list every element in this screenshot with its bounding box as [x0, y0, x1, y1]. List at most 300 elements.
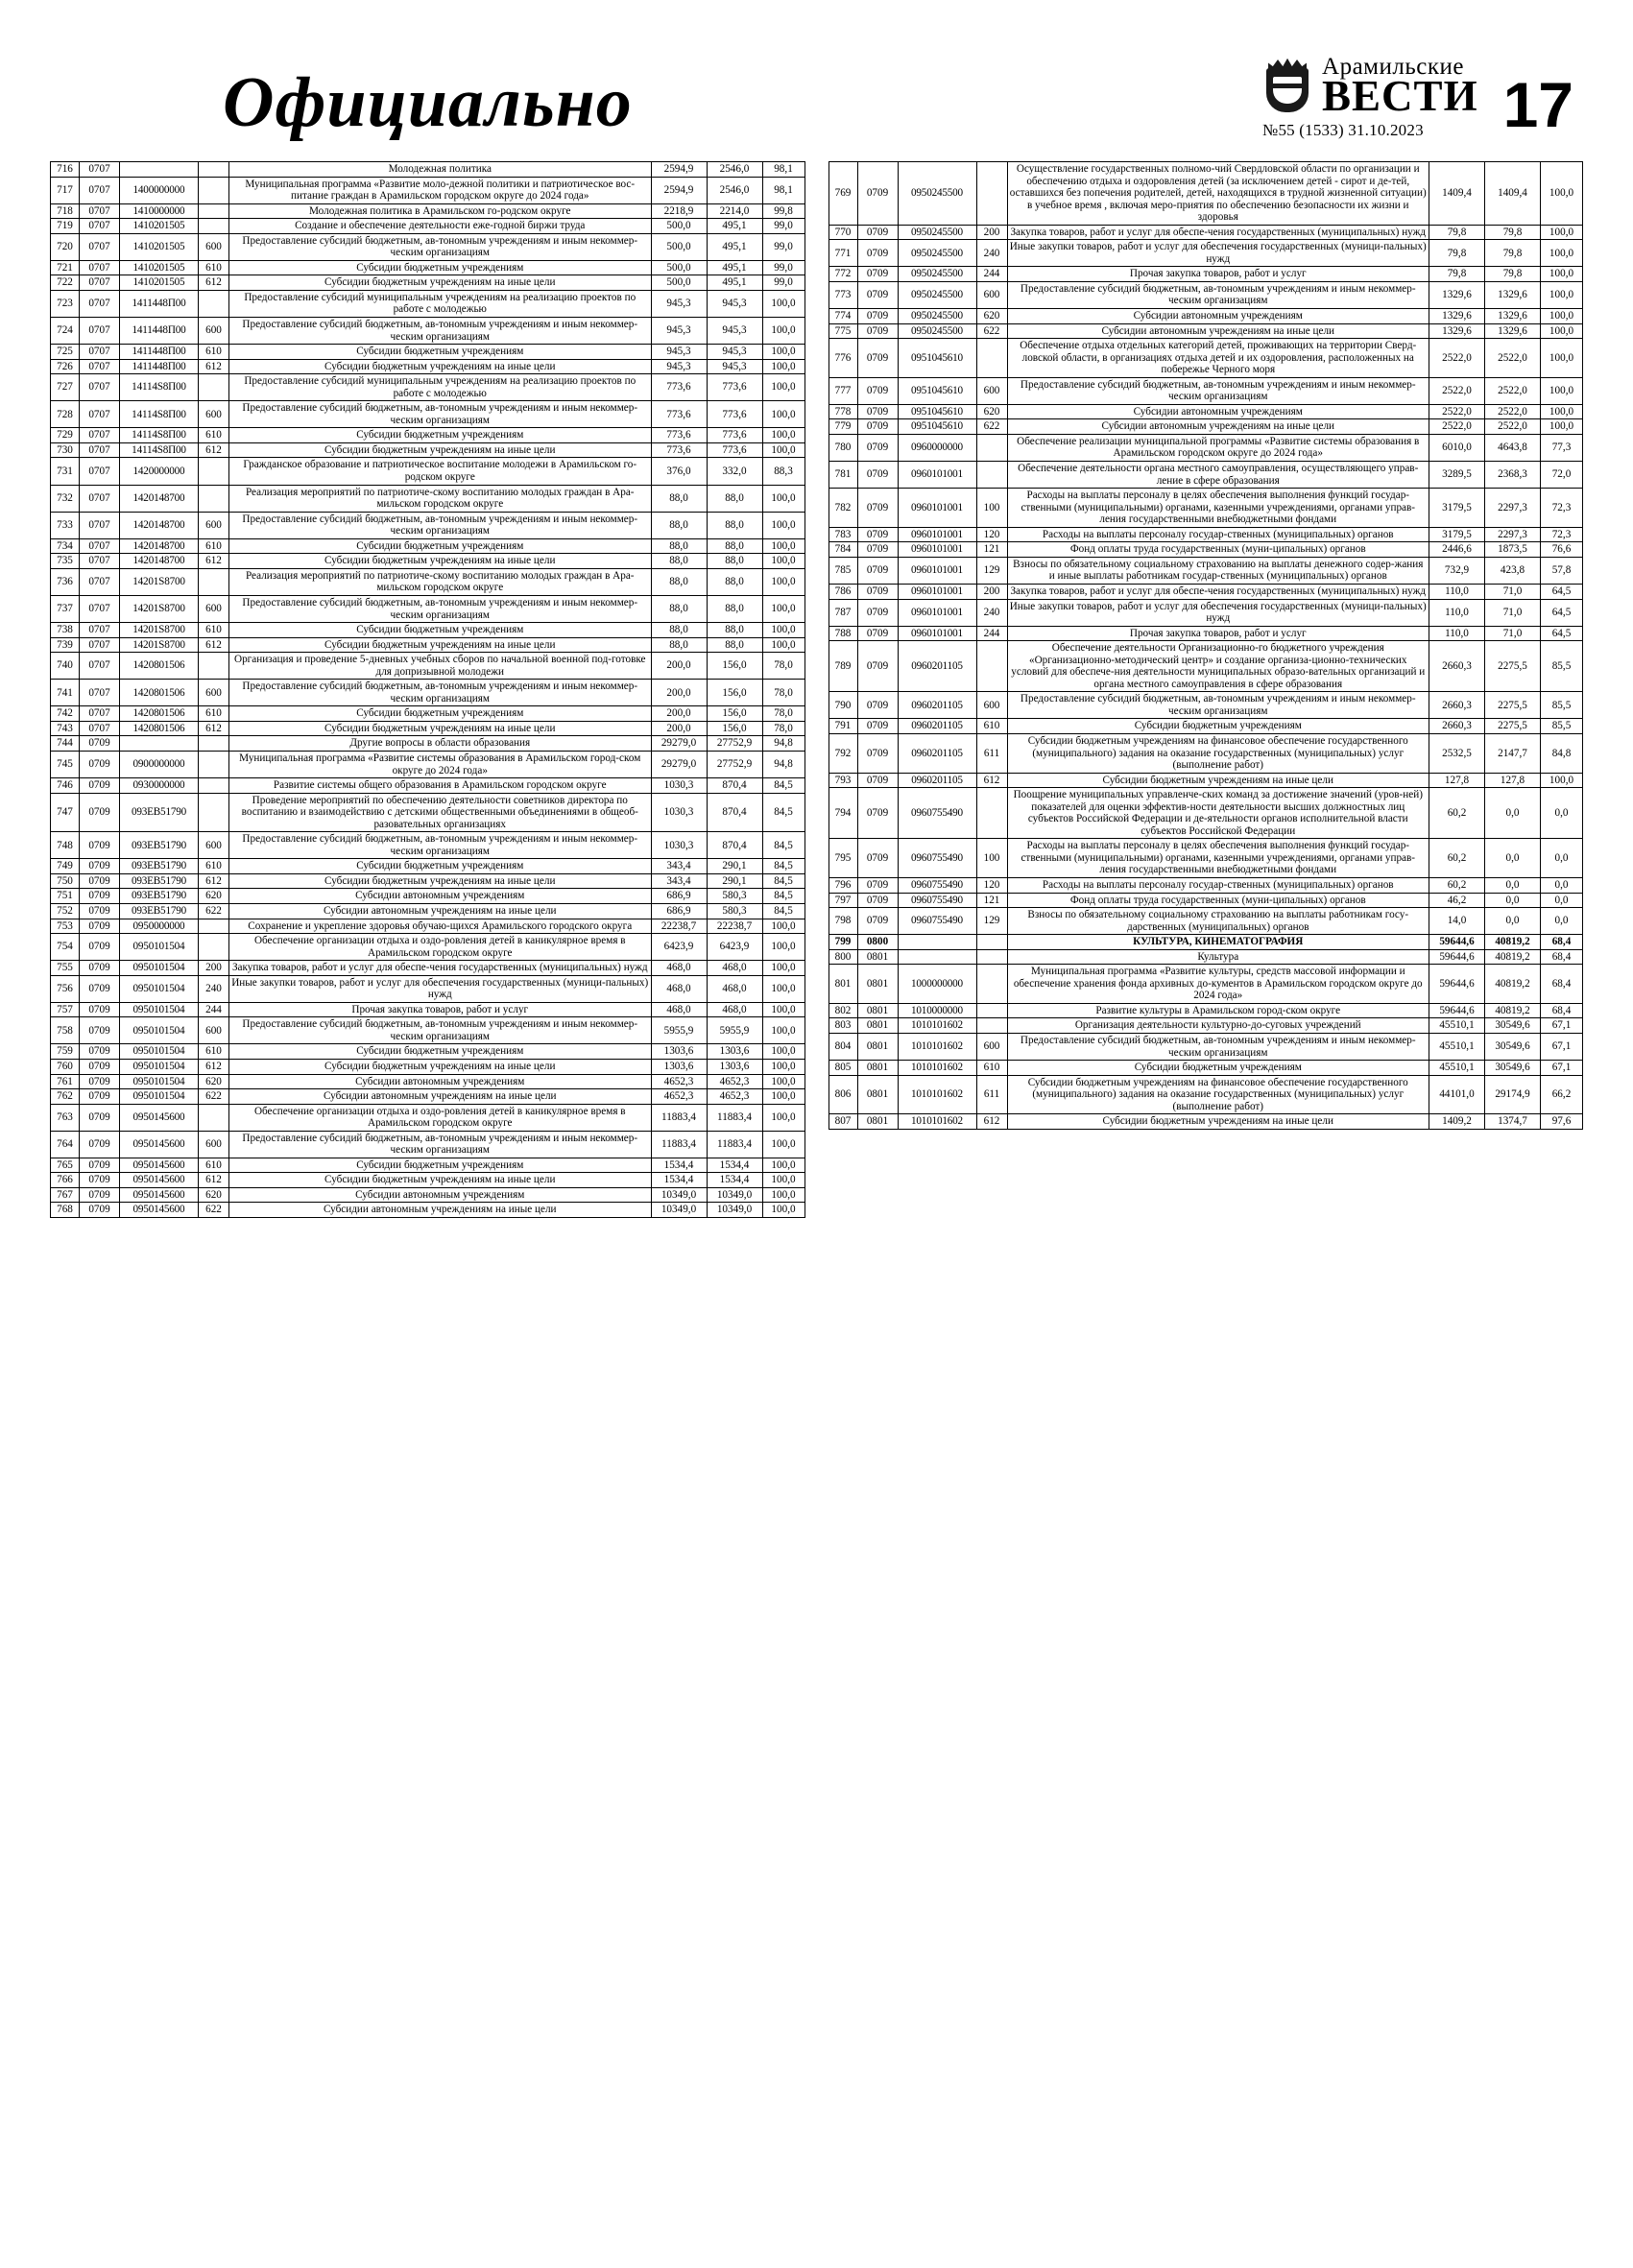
masthead-right — [1262, 53, 1573, 145]
table-row — [829, 404, 1583, 419]
expense-type-code: 622 — [976, 323, 1007, 339]
row-name: Предоставление субсидий бюджетным, ав-тономным учреждениям и иным некоммер-ческим организациям — [229, 680, 652, 706]
row-number: 804 — [829, 1034, 857, 1061]
plan-value: 1329,6 — [1429, 309, 1485, 324]
target-code: 0950245500 — [898, 162, 976, 226]
plan-value: 2594,9 — [651, 162, 707, 178]
percent-value: 99,0 — [762, 233, 804, 260]
table-row — [51, 751, 805, 777]
fact-value: 495,1 — [707, 275, 762, 291]
section-code: 0709 — [857, 281, 898, 308]
row-name: Молодежная политика — [229, 162, 652, 178]
row-name: Обеспечение отдыха отдельных категорий детей, проживающих на территории Сверд-ловской области, в организациях отдыха детей и их оздоровления, расположенных на побережье Черного моря — [1007, 339, 1429, 378]
row-number: 747 — [51, 793, 80, 832]
target-code: 1010101602 — [898, 1018, 976, 1034]
section-code: 0709 — [80, 1017, 120, 1044]
percent-value: 100,0 — [762, 512, 804, 538]
plan-value: 1534,4 — [651, 1173, 707, 1188]
row-name: Субсидии автономным учреждениям — [229, 1074, 652, 1089]
expense-type-code: 600 — [199, 832, 229, 859]
target-code: 1420148700 — [120, 485, 199, 512]
section-code: 0707 — [80, 345, 120, 360]
percent-value: 100,0 — [762, 1089, 804, 1105]
row-name: Субсидии бюджетным учреждениям на иные цели — [229, 1173, 652, 1188]
table-row — [829, 419, 1583, 435]
target-code: 0950145600 — [120, 1131, 199, 1158]
target-code: 1420148700 — [120, 554, 199, 569]
fact-value: 468,0 — [707, 975, 762, 1002]
row-name: Субсидии бюджетным учреждениям на иные цели — [1007, 773, 1429, 788]
fact-value: 290,1 — [707, 873, 762, 889]
table-row — [51, 538, 805, 554]
section-code: 0709 — [80, 1104, 120, 1131]
row-name: Создание и обеспечение деятельности еже-годной биржи труда — [229, 219, 652, 234]
expense-type-code — [199, 374, 229, 401]
row-name: Фонд оплаты труда государственных (муни-ципальных) органов — [1007, 542, 1429, 558]
plan-value: 1030,3 — [651, 793, 707, 832]
plan-value: 6423,9 — [651, 934, 707, 961]
plan-value: 500,0 — [651, 260, 707, 275]
expense-type-code: 600 — [976, 1034, 1007, 1061]
fact-value: 2275,5 — [1485, 641, 1541, 692]
row-number: 765 — [51, 1158, 80, 1173]
expense-type-code: 100 — [976, 489, 1007, 528]
percent-value: 100,0 — [1541, 773, 1583, 788]
target-code: 1010101602 — [898, 1061, 976, 1076]
fact-value: 88,0 — [707, 485, 762, 512]
table-row — [51, 318, 805, 345]
table-row — [829, 557, 1583, 584]
brand-row — [1262, 53, 1478, 121]
budget-table-right — [829, 161, 1584, 1130]
percent-value: 68,4 — [1541, 949, 1583, 965]
percent-value: 100,0 — [762, 623, 804, 638]
row-name: Обеспечение организации отдыха и оздо-ровления детей в каникулярное время в Арамильском городском округе — [229, 1104, 652, 1131]
expense-type-code: 600 — [199, 1017, 229, 1044]
fact-value: 2214,0 — [707, 203, 762, 219]
row-name: Субсидии бюджетным учреждениям — [229, 345, 652, 360]
percent-value: 100,0 — [762, 1187, 804, 1203]
percent-value: 100,0 — [762, 1173, 804, 1188]
row-number: 749 — [51, 859, 80, 874]
percent-value: 100,0 — [762, 442, 804, 458]
section-code: 0709 — [857, 692, 898, 719]
coat-of-arms-icon — [1262, 59, 1312, 114]
section-code: 0801 — [857, 1075, 898, 1114]
row-number: 782 — [829, 489, 857, 528]
expense-type-code: 240 — [976, 240, 1007, 267]
section-code: 0801 — [857, 1034, 898, 1061]
expense-type-code: 200 — [976, 584, 1007, 599]
row-number: 797 — [829, 893, 857, 908]
plan-value: 3179,5 — [1429, 527, 1485, 542]
section-code: 0709 — [857, 162, 898, 226]
section-code: 0709 — [857, 339, 898, 378]
target-code: 1420148700 — [120, 538, 199, 554]
plan-value: 686,9 — [651, 889, 707, 904]
expense-type-code: 610 — [199, 1158, 229, 1173]
section-code: 0709 — [80, 1158, 120, 1173]
table-row — [51, 568, 805, 595]
table-row — [51, 359, 805, 374]
target-code: 0960101001 — [898, 626, 976, 641]
row-number: 744 — [51, 736, 80, 752]
percent-value: 64,5 — [1541, 584, 1583, 599]
table-row — [829, 1114, 1583, 1130]
expense-type-code — [199, 793, 229, 832]
table-row — [829, 626, 1583, 641]
target-code: 093ЕВ51790 — [120, 889, 199, 904]
target-code: 14114S8П00 — [120, 401, 199, 428]
section-code: 0709 — [857, 309, 898, 324]
section-code: 0709 — [857, 877, 898, 893]
fact-value: 88,0 — [707, 568, 762, 595]
plan-value: 59644,6 — [1429, 949, 1485, 965]
section-code: 0707 — [80, 275, 120, 291]
row-name: Субсидии автономным учреждениям на иные цели — [1007, 419, 1429, 435]
row-number: 780 — [829, 434, 857, 461]
table-row — [51, 1060, 805, 1075]
section-code: 0709 — [80, 1173, 120, 1188]
plan-value: 200,0 — [651, 653, 707, 680]
table-row — [51, 623, 805, 638]
row-name: Развитие системы общего образования в Арамильском городском округе — [229, 778, 652, 794]
plan-value: 127,8 — [1429, 773, 1485, 788]
section-code: 0707 — [80, 485, 120, 512]
target-code: 0960755490 — [898, 839, 976, 878]
plan-value: 2594,9 — [651, 177, 707, 203]
expense-type-code — [976, 1018, 1007, 1034]
target-code: 1420000000 — [120, 458, 199, 485]
plan-value: 1030,3 — [651, 778, 707, 794]
expense-type-code: 100 — [976, 839, 1007, 878]
percent-value: 100,0 — [762, 554, 804, 569]
fact-value: 79,8 — [1485, 225, 1541, 240]
section-code: 0707 — [80, 538, 120, 554]
row-name: Взносы по обязательному социальному страхованию на выплаты денежного содер-жания и иные выплаты работникам государ-ственных (муниципальных) органов — [1007, 557, 1429, 584]
table-row — [829, 542, 1583, 558]
table-row — [829, 599, 1583, 626]
target-code — [120, 162, 199, 178]
target-code: 14201S8700 — [120, 568, 199, 595]
row-name: Субсидии бюджетным учреждениям — [1007, 719, 1429, 734]
expense-type-code: 612 — [199, 1060, 229, 1075]
expense-type-code — [199, 751, 229, 777]
expense-type-code — [199, 290, 229, 317]
table-row — [51, 793, 805, 832]
table-row — [829, 1018, 1583, 1034]
fact-value: 1409,4 — [1485, 162, 1541, 226]
target-code: 1010000000 — [898, 1003, 976, 1018]
fact-value: 2522,0 — [1485, 404, 1541, 419]
row-name: КУЛЬТУРА, КИНЕМАТОГРАФИЯ — [1007, 935, 1429, 950]
table-row — [51, 512, 805, 538]
row-name: Предоставление субсидий бюджетным, ав-тономным учреждениям и иным некоммер-ческим организациям — [229, 595, 652, 622]
row-number: 778 — [829, 404, 857, 419]
section-code: 0709 — [80, 751, 120, 777]
plan-value: 5955,9 — [651, 1017, 707, 1044]
section-code: 0707 — [80, 290, 120, 317]
fact-value: 10349,0 — [707, 1187, 762, 1203]
expense-type-code — [976, 162, 1007, 226]
table-row — [51, 401, 805, 428]
expense-type-code — [199, 934, 229, 961]
row-number: 731 — [51, 458, 80, 485]
table-row — [51, 1002, 805, 1017]
brand-name-line2: ВЕСТИ — [1322, 72, 1478, 121]
fact-value: 71,0 — [1485, 626, 1541, 641]
fact-value: 88,0 — [707, 554, 762, 569]
percent-value: 76,6 — [1541, 542, 1583, 558]
expense-type-code: 622 — [976, 419, 1007, 435]
fact-value: 2546,0 — [707, 177, 762, 203]
fact-value: 290,1 — [707, 859, 762, 874]
expense-type-code: 622 — [199, 1089, 229, 1105]
fact-value: 27752,9 — [707, 736, 762, 752]
row-number: 719 — [51, 219, 80, 234]
row-name: Предоставление субсидий бюджетным, ав-тономным учреждениям и иным некоммер-ческим организациям — [229, 1131, 652, 1158]
plan-value: 2446,6 — [1429, 542, 1485, 558]
section-code: 0709 — [857, 419, 898, 435]
percent-value: 88,3 — [762, 458, 804, 485]
target-code: 0951045610 — [898, 339, 976, 378]
row-name: Прочая закупка товаров, работ и услуг — [1007, 267, 1429, 282]
target-code: 1410201505 — [120, 275, 199, 291]
plan-value: 44101,0 — [1429, 1075, 1485, 1114]
plan-value: 945,3 — [651, 345, 707, 360]
fact-value: 0,0 — [1485, 893, 1541, 908]
table-row — [829, 527, 1583, 542]
percent-value: 84,5 — [762, 778, 804, 794]
fact-value: 870,4 — [707, 793, 762, 832]
target-code: 093ЕВ51790 — [120, 793, 199, 832]
table-row — [51, 275, 805, 291]
percent-value: 0,0 — [1541, 893, 1583, 908]
expense-type-code — [976, 462, 1007, 489]
row-name: Расходы на выплаты персоналу в целях обеспечения выполнения функций государ-ственными (муниципальными) органами, казенными учреждениями, органами управ-ления государственными внебюджетными фондами — [1007, 839, 1429, 878]
section-code: 0709 — [80, 1089, 120, 1105]
expense-type-code — [199, 919, 229, 934]
plan-value: 468,0 — [651, 961, 707, 976]
table-row — [51, 428, 805, 443]
plan-value: 1409,4 — [1429, 162, 1485, 226]
percent-value: 100,0 — [762, 1017, 804, 1044]
target-code: 1411448П00 — [120, 318, 199, 345]
expense-type-code: 610 — [199, 1044, 229, 1060]
expense-type-code: 610 — [199, 428, 229, 443]
plan-value: 45510,1 — [1429, 1018, 1485, 1034]
target-code: 1000000000 — [898, 965, 976, 1004]
table-row — [829, 949, 1583, 965]
expense-type-code: 120 — [976, 527, 1007, 542]
plan-value: 45510,1 — [1429, 1061, 1485, 1076]
percent-value: 100,0 — [762, 290, 804, 317]
row-name: Прочая закупка товаров, работ и услуг — [229, 1002, 652, 1017]
percent-value: 64,5 — [1541, 599, 1583, 626]
plan-value: 945,3 — [651, 290, 707, 317]
row-name: Реализация мероприятий по патриотиче-скому воспитанию молодых граждан в Ара-мильском городском округе — [229, 568, 652, 595]
fact-value: 2275,5 — [1485, 692, 1541, 719]
expense-type-code — [976, 434, 1007, 461]
fact-value: 127,8 — [1485, 773, 1541, 788]
fact-value: 88,0 — [707, 512, 762, 538]
table-row — [51, 554, 805, 569]
row-name: Предоставление субсидий бюджетным, ав-тономным учреждениям и иным некоммер-ческим организациям — [1007, 377, 1429, 404]
expense-type-code: 612 — [976, 1114, 1007, 1130]
percent-value: 67,1 — [1541, 1018, 1583, 1034]
percent-value: 100,0 — [762, 485, 804, 512]
row-name: Предоставление субсидий бюджетным, ав-тономным учреждениям и иным некоммер-ческим организациям — [229, 233, 652, 260]
expense-type-code — [199, 568, 229, 595]
row-number: 769 — [829, 162, 857, 226]
section-code: 0709 — [857, 599, 898, 626]
table-row — [51, 1074, 805, 1089]
section-code: 0709 — [80, 1074, 120, 1089]
target-code: 0950101504 — [120, 1002, 199, 1017]
brand-text — [1322, 53, 1478, 121]
table-row — [51, 162, 805, 178]
target-code: 0951045610 — [898, 377, 976, 404]
section-code: 0709 — [857, 542, 898, 558]
section-code: 0801 — [857, 1003, 898, 1018]
row-number: 717 — [51, 177, 80, 203]
section-code: 0709 — [80, 873, 120, 889]
row-number: 737 — [51, 595, 80, 622]
row-name: Предоставление субсидий бюджетным, ав-тономным учреждениям и иным некоммер-ческим организациям — [229, 832, 652, 859]
percent-value: 100,0 — [762, 428, 804, 443]
table-row — [51, 832, 805, 859]
row-number: 725 — [51, 345, 80, 360]
row-number: 773 — [829, 281, 857, 308]
section-code: 0707 — [80, 401, 120, 428]
row-number: 733 — [51, 512, 80, 538]
fact-value: 79,8 — [1485, 267, 1541, 282]
target-code: 093ЕВ51790 — [120, 873, 199, 889]
table-row — [829, 489, 1583, 528]
table-row — [51, 290, 805, 317]
fact-value: 945,3 — [707, 290, 762, 317]
plan-value: 59644,6 — [1429, 935, 1485, 950]
fact-value: 30549,6 — [1485, 1034, 1541, 1061]
row-name: Обеспечение деятельности органа местного самоуправления, осуществляющего управ-ление в сфере образования — [1007, 462, 1429, 489]
target-code: 0950245500 — [898, 225, 976, 240]
target-code: 0950245500 — [898, 267, 976, 282]
row-number: 745 — [51, 751, 80, 777]
section-code: 0707 — [80, 162, 120, 178]
target-code: 0950101504 — [120, 975, 199, 1002]
section-code: 0707 — [80, 568, 120, 595]
row-number: 727 — [51, 374, 80, 401]
row-number: 755 — [51, 961, 80, 976]
plan-value: 773,6 — [651, 428, 707, 443]
table-row — [51, 721, 805, 736]
table-row — [829, 225, 1583, 240]
target-code: 1010101602 — [898, 1075, 976, 1114]
expense-type-code: 622 — [199, 1203, 229, 1218]
fact-value: 2522,0 — [1485, 419, 1541, 435]
row-number: 776 — [829, 339, 857, 378]
row-number: 723 — [51, 290, 80, 317]
table-row — [829, 692, 1583, 719]
row-name: Субсидии бюджетным учреждениям — [1007, 1061, 1429, 1076]
target-code: 0960000000 — [898, 434, 976, 461]
target-code: 093ЕВ51790 — [120, 903, 199, 919]
plan-value: 6010,0 — [1429, 434, 1485, 461]
fact-value: 6423,9 — [707, 934, 762, 961]
plan-value: 4652,3 — [651, 1089, 707, 1105]
percent-value: 100,0 — [1541, 309, 1583, 324]
row-name: Субсидии бюджетным учреждениям — [229, 1158, 652, 1173]
row-number: 750 — [51, 873, 80, 889]
fact-value: 1303,6 — [707, 1044, 762, 1060]
table-row — [51, 260, 805, 275]
plan-value: 46,2 — [1429, 893, 1485, 908]
percent-value: 85,5 — [1541, 692, 1583, 719]
expense-type-code: 610 — [199, 859, 229, 874]
row-name: Предоставление субсидий бюджетным, ав-тономным учреждениям и иным некоммер-ческим организациям — [229, 318, 652, 345]
fact-value: 870,4 — [707, 778, 762, 794]
expense-type-code — [976, 1003, 1007, 1018]
target-code — [120, 736, 199, 752]
target-code: 14201S8700 — [120, 637, 199, 653]
target-code: 0950101504 — [120, 1044, 199, 1060]
percent-value: 57,8 — [1541, 557, 1583, 584]
section-code: 0709 — [857, 719, 898, 734]
target-code: 0950145600 — [120, 1173, 199, 1188]
row-name: Реализация мероприятий по патриотиче-скому воспитанию молодых граждан в Ара-мильском городском округе — [229, 485, 652, 512]
row-name: Субсидии бюджетным учреждениям на иные цели — [1007, 1114, 1429, 1130]
expense-type-code — [199, 219, 229, 234]
plan-value: 11883,4 — [651, 1104, 707, 1131]
row-number: 730 — [51, 442, 80, 458]
row-name: Организация деятельности культурно-до-суговых учреждений — [1007, 1018, 1429, 1034]
row-number: 770 — [829, 225, 857, 240]
row-number: 762 — [51, 1089, 80, 1105]
row-name: Организация и проведение 5-дневных учебных сборов по начальной военной под-готовке для допризывной молодежи — [229, 653, 652, 680]
percent-value: 100,0 — [762, 637, 804, 653]
plan-value: 500,0 — [651, 219, 707, 234]
section-code: 0707 — [80, 219, 120, 234]
issue-info: №55 (1533) 31.10.2023 — [1262, 121, 1424, 139]
table-row — [829, 309, 1583, 324]
row-name: Субсидии бюджетным учреждениям — [229, 1044, 652, 1060]
section-code: 0709 — [80, 1002, 120, 1017]
row-number: 726 — [51, 359, 80, 374]
brand-name-line1: Арамильские — [1322, 53, 1464, 80]
section-code: 0801 — [857, 1061, 898, 1076]
section-code: 0709 — [857, 641, 898, 692]
section-code: 0709 — [80, 889, 120, 904]
row-number: 736 — [51, 568, 80, 595]
fact-value: 156,0 — [707, 680, 762, 706]
fact-value: 88,0 — [707, 595, 762, 622]
row-number: 807 — [829, 1114, 857, 1130]
target-code: 1420801506 — [120, 706, 199, 722]
row-number: 786 — [829, 584, 857, 599]
section-code: 0709 — [80, 1131, 120, 1158]
percent-value: 100,0 — [1541, 225, 1583, 240]
masthead — [50, 38, 1583, 144]
section-code: 0801 — [857, 1114, 898, 1130]
target-code: 14201S8700 — [120, 595, 199, 622]
table-row — [51, 458, 805, 485]
expense-type-code: 244 — [976, 267, 1007, 282]
row-name: Субсидии бюджетным учреждениям на иные цели — [229, 275, 652, 291]
section-code: 0709 — [857, 323, 898, 339]
percent-value: 100,0 — [1541, 281, 1583, 308]
section-code: 0709 — [857, 733, 898, 773]
target-code: 0900000000 — [120, 751, 199, 777]
